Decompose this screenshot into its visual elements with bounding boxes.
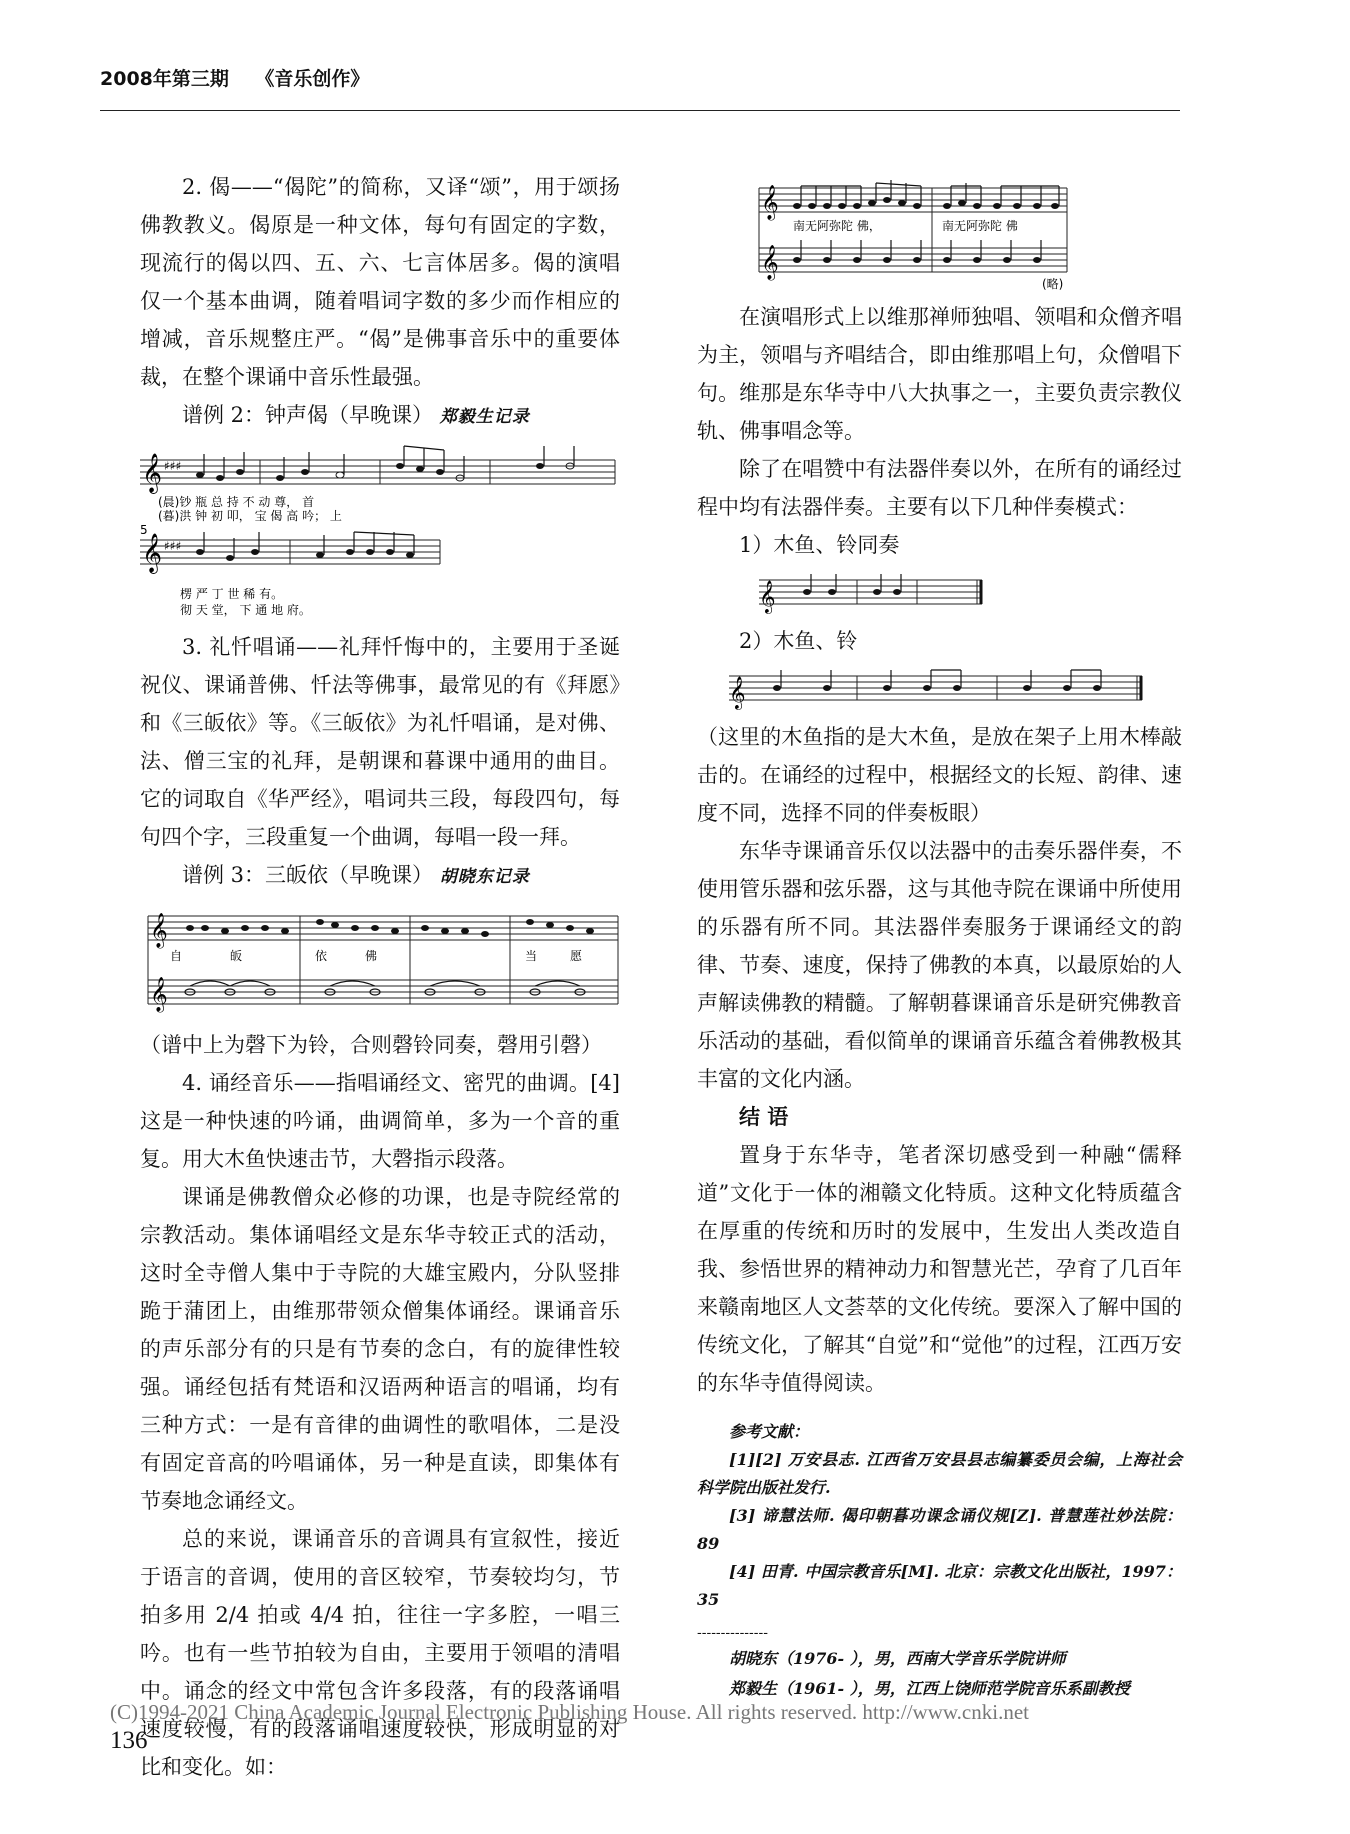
example-2-lyrics-2a: 楞 严 丁 世 稀 有。 <box>180 587 284 601</box>
svg-text:𝄞: 𝄞 <box>729 676 746 709</box>
author-notes <box>697 1644 1182 1704</box>
reference-item: [3] 谛慧法师. 偈印朝暮功课念诵仪规[Z]. 普慧莲社妙法院：89 <box>697 1506 1182 1553</box>
example-3-lyric-6: 愿 <box>570 949 583 963</box>
mode-1-score <box>757 568 1182 618</box>
copyright-footer: (C)1994-2021 China Academic Journal Electronic Publishing House. All rights reserved. http://www.cnki.net <box>110 1700 1029 1724</box>
author-note: 胡晓东（1976- ），男，西南大学音乐学院讲师 <box>729 1649 1066 1668</box>
svg-text:𝄞: 𝄞 <box>142 533 163 573</box>
example-2-recorder: 郑毅生记录 <box>439 407 530 427</box>
svg-text:𝄞: 𝄞 <box>150 913 168 948</box>
example-4-staff-svg <box>757 168 1077 292</box>
summary-paragraph: 总的来说，课诵音乐的音调具有宣叙性，接近于语言的音调，使用的音区较窄，节奏较均匀，节拍多用 2/4 拍或 4/4 拍，往往一字多腔，一唱三吟。也有一些节拍较为自由，主要用于领唱的清唱中。诵念的经文中常包含许多段落，有的段落诵唱速度较慢，有的段落诵唱速度较快，形成明显的对比和变化。如： <box>140 1527 620 1779</box>
right-column <box>697 168 1182 1704</box>
example-4-score <box>757 168 1182 292</box>
conclusion-heading: 结 语 <box>739 1104 789 1129</box>
example-2-measure-number: 5 <box>140 523 148 537</box>
references-heading: 参考文献： <box>729 1422 810 1441</box>
example-2-staff-svg <box>140 442 620 622</box>
svg-text:𝄞: 𝄞 <box>761 185 779 220</box>
example-3-note: （谱中上为磬下为铃，合则磬铃同奏，磬用引磬） <box>140 1033 602 1057</box>
references <box>697 1418 1182 1614</box>
section-4-paragraph: 4. 诵经音乐——指唱诵经文、密咒的曲调。[4] 这是一种快速的吟诵，曲调简单，多为一个音的重复。用大木鱼快速击节，大磬指示段落。 <box>140 1071 620 1171</box>
svg-text:𝄞: 𝄞 <box>761 245 779 280</box>
section-3-paragraph: 3. 礼忏唱诵——礼拜忏悔中的，主要用于圣诞祝仪、课诵普佛、忏法等佛事，最常见的有《拜愿》和《三皈依》等。《三皈依》为礼忏唱诵，是对佛、法、僧三宝的礼拜，是朝课和暮课中通用的曲目。它的词取自《华严经》，唱词共三段，每段四句，每句四个字，三段重复一个曲调，每唱一段一拜。 <box>140 635 620 849</box>
mode-2-score <box>727 664 1182 714</box>
issue-label: 2008年第三期 <box>100 68 229 90</box>
kesong-paragraph: 课诵是佛教僧众必修的功课，也是寺院经常的宗教活动。集体诵唱经文是东华寺较正式的活动，这时全寺僧人集中于寺院的大雄宝殿内，分队竖排跪于蒲团上，由维那带领众僧集体诵经。课诵音乐的声乐部分有的只是有节奏的念白，有的旋律性较强。诵经包括有梵语和汉语两种语言的唱诵，均有三种方式：一是有音律的曲调性的歌唱体，二是没有固定音高的吟唱诵体，另一种是直读，即集体有节奏地念诵经文。 <box>140 1185 620 1513</box>
example-2-score <box>140 442 620 622</box>
svg-text:𝄞: 𝄞 <box>759 580 776 613</box>
example-3-lyric-2: 皈 <box>230 949 243 963</box>
example-3-score <box>140 902 620 1020</box>
example-3-caption <box>140 856 620 896</box>
mode-2-staff-svg <box>727 664 1147 714</box>
running-header <box>100 64 1180 91</box>
example-4-lyrics-b: 南无阿弥陀 佛 <box>942 219 1018 233</box>
example-2-caption <box>140 396 620 436</box>
performance-paragraph: 在演唱形式上以维那禅师独唱、领唱和众僧齐唱为主，领唱与齐唱结合，即由维那唱上句，众僧唱下句。维那是东华寺中八大执事之一，主要负责宗教仪轨、佛事唱念等。 <box>697 305 1182 443</box>
author-note: 郑毅生（1961- ），男，江西上饶师范学院音乐系副教授 <box>729 1679 1130 1698</box>
svg-text:♯♯♯: ♯♯♯ <box>164 459 182 473</box>
example-2-title: 谱例 2：钟声偈（早晚课） <box>182 403 434 427</box>
example-3-staff-svg <box>140 902 620 1020</box>
muyu-note-paragraph: （这里的木鱼指的是大木鱼，是放在架子上用木棒敲击的。在诵经的过程中，根据经文的长短、韵律、速度不同，选择不同的伴奏板眼） <box>697 725 1182 825</box>
example-3-lyric-1: 自 <box>170 949 183 963</box>
example-3-recorder: 胡晓东记录 <box>439 867 530 887</box>
section-2-paragraph: 2. 偈——“偈陀”的简称，又译“颂”，用于颂扬佛教教义。偈原是一种文体，每句有固定的字数，现流行的偈以四、五、六、七言体居多。偈的演唱仅一个基本曲调，随着唱词字数的多少而作相应的增减，音乐规整庄严。“偈”是佛事音乐中的重要体裁，在整个课诵中音乐性最强。 <box>140 175 620 389</box>
mode-2-label: 2）木鱼、铃 <box>739 629 858 653</box>
example-3-lyric-4: 佛 <box>365 949 378 963</box>
separator: --------------- <box>697 1625 768 1641</box>
journal-name: 《音乐创作》 <box>255 68 370 90</box>
reference-item: [1][2] 万安县志. 江西省万安县县志编纂委员会编，上海社会科学院出版社发行. <box>697 1450 1182 1497</box>
example-4-lyrics-a: 南无阿弥陀 佛， <box>793 219 881 233</box>
reference-item: [4] 田青. 中国宗教音乐[M]. 北京：宗教文化出版社，1997：35 <box>697 1562 1182 1609</box>
mode-1-label: 1）木鱼、铃同奏 <box>739 533 900 557</box>
svg-text:𝄞: 𝄞 <box>150 977 168 1012</box>
left-column <box>140 168 620 1786</box>
conclusion-paragraph: 置身于东华寺，笔者深切感受到一种融“儒释道”文化于一体的湘赣文化特质。这种文化特质蕴含在厚重的传统和历时的发展中，生发出人类改造自我、参悟世界的精神动力和智慧光芒，孕育了几百年来赣南地区人文荟萃的文化传统。要深入了解中国的传统文化，了解其“自觉”和“觉他”的过程，江西万安的东华寺值得阅读。 <box>697 1143 1182 1395</box>
example-3-lyric-5: 当 <box>525 949 538 963</box>
example-3-title: 谱例 3：三皈依（早晚课） <box>182 863 434 887</box>
header-rule <box>100 110 1180 111</box>
example-4-omitted-mark: (略) <box>1042 277 1064 291</box>
page-number: 136 <box>110 1727 148 1754</box>
example-2-lyrics-1a: (晨)钞 瓶 总 持 不 动 尊， 首 <box>158 495 315 509</box>
example-3-lyric-3: 依 <box>315 949 328 963</box>
accompaniment-paragraph: 除了在唱赞中有法器伴奏以外，在所有的诵经过程中均有法器伴奏。主要有以下几种伴奏模式： <box>697 457 1182 519</box>
svg-text:𝄞: 𝄞 <box>142 453 163 493</box>
example-2-lyrics-1b: (暮)洪 钟 初 叩， 宝 偈 高 吟； 上 <box>158 509 342 523</box>
example-2-lyrics-2b: 彻 天 堂， 下 通 地 府。 <box>180 603 311 617</box>
mode-1-staff-svg <box>757 568 987 618</box>
donghua-paragraph: 东华寺课诵音乐仅以法器中的击奏乐器伴奏，不使用管乐器和弦乐器，这与其他寺院在课诵中所使用的乐器有所不同。其法器伴奏服务于课诵经文的韵律、节奏、速度，保持了佛教的本真，以最原始的人声解读佛教的精髓。了解朝暮课诵音乐是研究佛教音乐活动的基础，看似简单的课诵音乐蕴含着佛教极其丰富的文化内涵。 <box>697 839 1182 1091</box>
svg-text:♯♯♯: ♯♯♯ <box>164 539 182 553</box>
